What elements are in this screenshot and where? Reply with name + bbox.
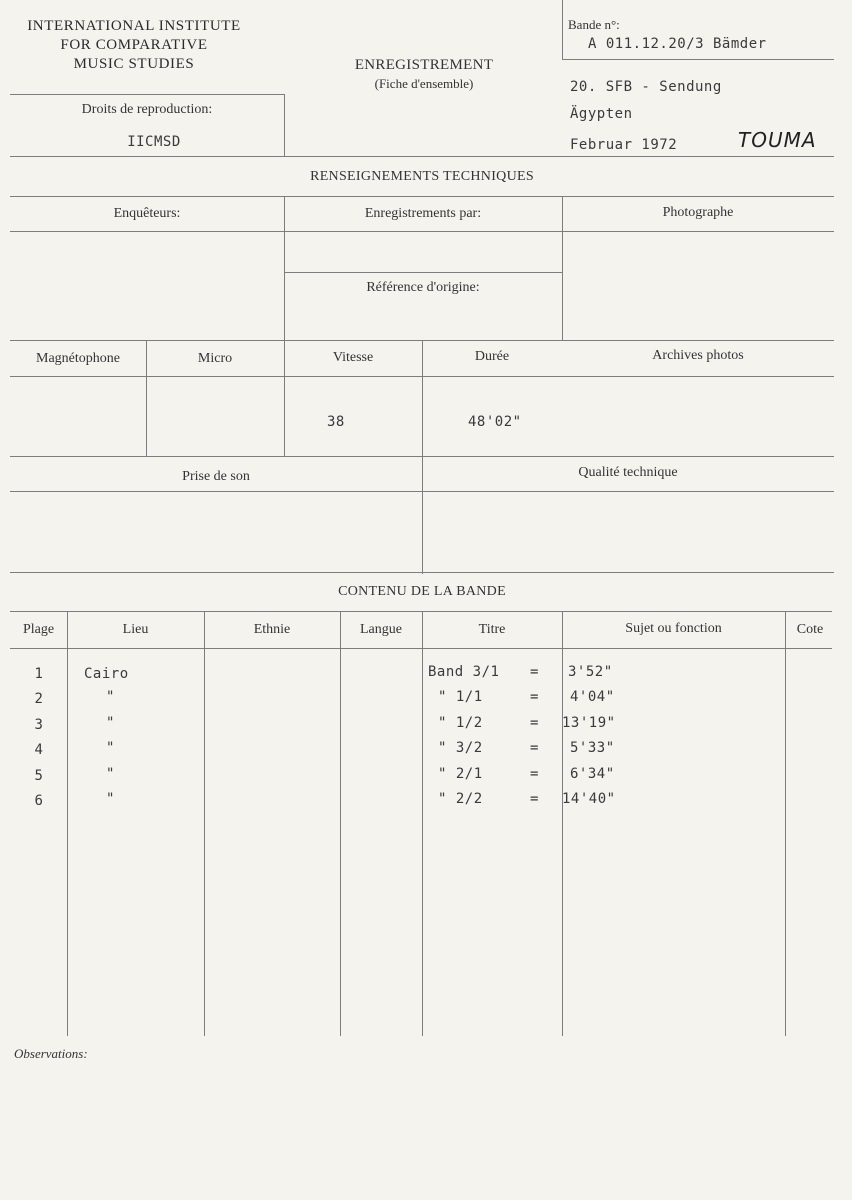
document-title: ENREGISTREMENT [354, 57, 494, 73]
row-titre: " 1/2 [438, 715, 483, 731]
droits-value: IICMSD [127, 134, 181, 150]
col-header-ethnie: Ethnie [253, 622, 291, 637]
col-header-langue: Langue [360, 622, 402, 637]
row-duration: 5'33" [570, 740, 615, 756]
bande-label: Bande n°: [568, 17, 620, 32]
magnetophone-label: Magnétophone [36, 351, 120, 366]
col-header-cote: Cote [796, 622, 824, 637]
row-plage: 2 [34, 691, 44, 707]
institute-line-3: MUSIC STUDIES [73, 56, 195, 72]
micro-label: Micro [197, 351, 233, 366]
row-equals: = [530, 689, 539, 705]
row-plage: 4 [34, 742, 44, 758]
institute-line-1: INTERNATIONAL INSTITUTE [27, 18, 241, 34]
technical-section-title: RENSEIGNEMENTS TECHNIQUES [310, 169, 534, 184]
signature: TOUMA [738, 128, 817, 152]
row-duration: 14'40" [562, 791, 616, 807]
vitesse-label: Vitesse [332, 350, 374, 365]
row-titre: " 2/2 [438, 791, 483, 807]
enregistrements-label: Enregistrements par: [364, 206, 482, 221]
row-plage: 5 [34, 768, 44, 784]
info-line-1: 20. SFB - Sendung [570, 79, 722, 95]
document-subtitle: (Fiche d'ensemble) [374, 76, 474, 91]
row-lieu: " [106, 791, 115, 807]
row-plage: 1 [34, 666, 44, 682]
col-header-titre: Titre [478, 622, 506, 637]
duree-value: 48'02" [468, 414, 522, 430]
qualite-technique-label: Qualité technique [578, 465, 678, 480]
observations-label: Observations: [14, 1046, 88, 1061]
row-duration: 13'19" [562, 715, 616, 731]
row-equals: = [530, 715, 539, 731]
row-equals: = [530, 791, 539, 807]
duree-label: Durée [474, 349, 510, 364]
row-titre: Band 3/1 [428, 664, 500, 680]
row-duration: 6'34" [570, 766, 615, 782]
row-titre: " 3/2 [438, 740, 483, 756]
row-duration: 3'52" [568, 664, 613, 680]
row-titre: " 1/1 [438, 689, 483, 705]
row-lieu: " [106, 715, 115, 731]
row-equals: = [530, 766, 539, 782]
col-header-plage: Plage [22, 622, 55, 637]
row-lieu: Cairo [84, 666, 129, 682]
bande-number: A 011.12.20/3 Bämder [588, 36, 767, 52]
row-equals: = [530, 664, 539, 680]
row-lieu: " [106, 766, 115, 782]
info-line-3: Februar 1972 [570, 137, 678, 153]
prise-de-son-label: Prise de son [182, 469, 250, 484]
row-plage: 6 [34, 793, 44, 809]
vitesse-value: 38 [327, 414, 345, 430]
droits-label: Droits de reproduction: [81, 102, 213, 117]
col-header-lieu: Lieu [122, 622, 149, 637]
enqueteurs-label: Enquêteurs: [113, 206, 181, 221]
row-equals: = [530, 740, 539, 756]
info-line-2: Ägypten [570, 106, 633, 122]
row-lieu: " [106, 740, 115, 756]
row-plage: 3 [34, 717, 44, 733]
reference-label: Référence d'origine: [366, 280, 480, 295]
col-header-sujet: Sujet ou fonction [625, 621, 722, 636]
content-section-title: CONTENU DE LA BANDE [338, 584, 506, 599]
row-duration: 4'04" [570, 689, 615, 705]
row-titre: " 2/1 [438, 766, 483, 782]
institute-line-2: FOR COMPARATIVE [60, 37, 208, 53]
archives-label: Archives photos [652, 348, 744, 363]
row-lieu: " [106, 689, 115, 705]
photographe-label: Photographe [662, 205, 734, 220]
